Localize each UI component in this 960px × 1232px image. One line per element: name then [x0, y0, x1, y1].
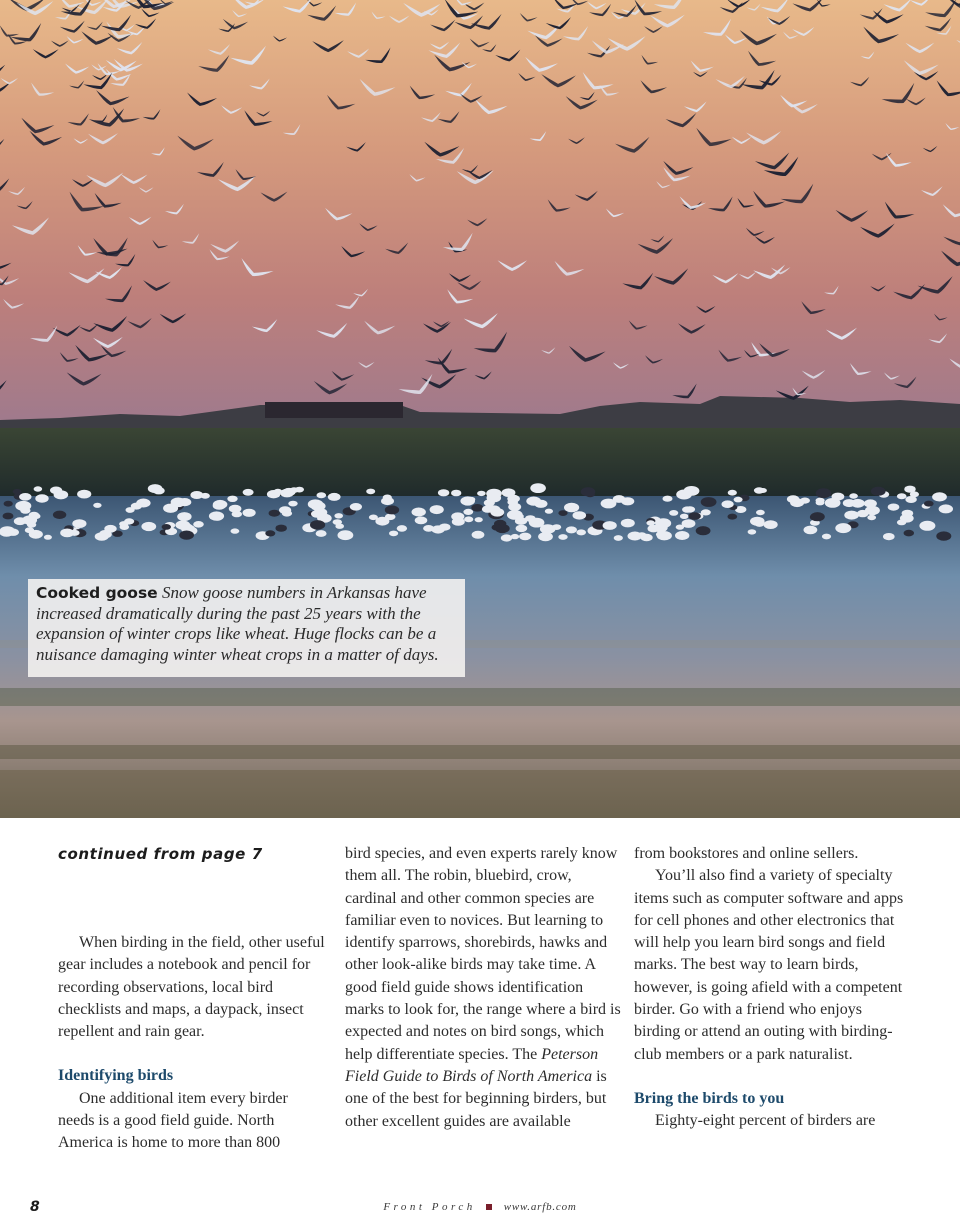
resting-goose — [621, 497, 634, 505]
resting-goose — [4, 501, 13, 507]
resting-goose — [897, 493, 907, 499]
resting-goose — [515, 517, 527, 525]
resting-goose — [472, 531, 485, 539]
resting-goose — [415, 517, 428, 525]
resting-goose — [471, 504, 483, 512]
resting-goose — [701, 509, 711, 515]
article-column-2 — [345, 843, 621, 1133]
resting-goose — [487, 493, 502, 502]
resting-goose — [663, 496, 673, 502]
resting-goose — [646, 520, 655, 525]
resting-goose — [280, 489, 294, 498]
resting-goose — [696, 526, 711, 535]
resting-goose — [463, 509, 473, 515]
resting-goose — [905, 496, 916, 503]
resting-goose — [534, 500, 547, 508]
resting-goose — [430, 505, 444, 514]
website-link[interactable]: www.arfb.com — [503, 1201, 577, 1213]
resting-goose — [231, 528, 240, 533]
resting-goose — [34, 486, 43, 491]
resting-goose — [104, 525, 116, 533]
resting-goose — [311, 510, 323, 518]
resting-goose — [682, 506, 692, 512]
resting-goose — [475, 517, 483, 522]
species-text-b: is one of the best for beginning birders, but other excellent guides are available — [345, 1067, 607, 1130]
resting-goose — [381, 497, 394, 505]
resting-goose — [0, 528, 14, 537]
resting-goose — [432, 525, 445, 533]
caption-heading: Cooked goose — [36, 584, 158, 602]
resting-goose — [722, 500, 734, 508]
continued-from-label: continued from page 7 — [58, 845, 263, 863]
resting-goose — [316, 530, 327, 537]
resting-goose — [177, 512, 191, 521]
resting-goose — [688, 512, 700, 520]
resting-goose — [835, 523, 851, 533]
resting-goose — [492, 524, 502, 530]
resting-goose — [558, 534, 567, 540]
resting-goose — [243, 489, 254, 496]
resting-goose — [675, 531, 689, 540]
resting-goose — [72, 519, 86, 528]
resting-goose — [530, 483, 546, 493]
resting-goose — [311, 502, 326, 511]
field-guide-title: Peterson Field Guide to Birds of North America — [345, 1045, 599, 1085]
resting-goose — [274, 489, 282, 494]
resting-goose — [385, 505, 399, 514]
resting-goose — [653, 523, 668, 532]
resting-goose — [243, 509, 256, 517]
resting-goose — [385, 514, 396, 521]
resting-goose — [919, 521, 935, 531]
farm-building — [265, 402, 403, 418]
resting-goose — [131, 503, 142, 510]
article-column-3 — [634, 843, 910, 1133]
resting-goose — [20, 507, 30, 513]
footer-credit — [0, 1201, 960, 1213]
sky — [0, 0, 960, 425]
resting-goose — [897, 520, 906, 526]
photo-caption — [28, 579, 465, 677]
resting-goose — [162, 524, 171, 530]
resting-goose — [19, 493, 31, 501]
paragraph-birders: Eighty-eight percent of birders are — [655, 1112, 876, 1130]
resting-goose — [676, 525, 684, 530]
resting-goose — [397, 525, 407, 532]
resting-goose — [516, 525, 528, 532]
resting-goose — [412, 508, 426, 517]
footer-square-icon — [486, 1204, 492, 1210]
page-number: 8 — [30, 1199, 40, 1215]
species-text-a: bird species, and even experts rarely know them all. The robin, bluebird, crow, cardinal and other common species are familiar even to novices. But learning to identify sparrows, shorebirds, hawks and other look-alike birds may take time. A good field guide shows identification marks to look for, the range where a bird is expected and notes on bird songs, which help differentiate species. The — [345, 845, 621, 1063]
resting-goose — [163, 504, 178, 513]
resting-goose — [350, 503, 362, 511]
resting-goose — [904, 530, 914, 537]
resting-goose — [748, 529, 757, 534]
resting-goose — [759, 488, 767, 493]
subhead-identifying-birds: Identifying birds — [58, 1067, 174, 1085]
resting-goose — [566, 526, 577, 533]
resting-goose — [209, 511, 224, 520]
resting-goose — [179, 531, 194, 540]
resting-goose — [93, 503, 101, 508]
resting-goose — [317, 492, 327, 498]
resting-goose — [175, 520, 190, 529]
resting-goose — [54, 490, 69, 499]
resting-goose — [25, 527, 34, 533]
resting-goose — [141, 522, 156, 531]
resting-goose — [328, 493, 341, 501]
resting-goose — [3, 513, 14, 520]
resting-goose — [804, 526, 818, 535]
resting-goose — [310, 520, 325, 530]
resting-goose — [865, 506, 880, 515]
resting-goose — [734, 497, 743, 503]
resting-goose — [822, 534, 831, 540]
resting-goose — [844, 511, 859, 520]
resting-goose — [932, 492, 947, 501]
resting-goose — [77, 490, 91, 499]
resting-goose — [816, 500, 825, 505]
paragraph-specialty-items: You’ll also find a variety of specialty items such as computer software and apps for cell phones and other electronics that will help you learn bird songs and field marks. The best way to learn birds, however, is going afield with a competent birder. Go with a friend who enjoys birding or attend an outing with birding-club members or a park naturalist. — [634, 867, 904, 1063]
resting-goose — [334, 513, 343, 518]
resting-goose — [201, 493, 210, 499]
resting-goose — [867, 515, 876, 520]
resting-goose — [924, 501, 934, 507]
resting-goose — [269, 510, 280, 517]
resting-goose — [883, 533, 895, 540]
resting-goose — [728, 490, 737, 496]
resting-goose — [904, 486, 915, 493]
resting-goose — [120, 524, 130, 530]
resting-goose — [581, 487, 596, 496]
resting-goose — [229, 505, 242, 513]
resting-goose — [282, 510, 292, 516]
paragraph-field-guide: One additional item every birder needs is a good field guide. North America is home to more than 800 — [58, 1089, 288, 1152]
resting-goose — [764, 520, 778, 529]
paragraph-species — [345, 843, 621, 1133]
publication-name: Front Porch — [383, 1201, 476, 1213]
resting-goose — [464, 516, 473, 522]
resting-goose — [756, 510, 765, 515]
resting-goose — [276, 525, 287, 532]
resting-goose — [338, 530, 354, 540]
resting-goose — [519, 533, 531, 541]
resting-goose — [750, 517, 765, 526]
resting-goose — [657, 531, 672, 540]
resting-goose — [888, 504, 900, 511]
resting-goose — [227, 496, 237, 502]
resting-goose — [701, 497, 717, 507]
resting-goose — [477, 491, 486, 496]
resting-goose — [669, 510, 678, 516]
resting-goose — [849, 493, 858, 498]
resting-goose — [124, 518, 134, 524]
resting-goose — [787, 495, 799, 503]
resting-goose — [501, 534, 512, 541]
resting-goose — [193, 521, 204, 528]
resting-goose — [810, 512, 825, 521]
resting-goose — [27, 522, 36, 528]
resting-goose — [573, 511, 587, 519]
resting-goose — [460, 496, 475, 505]
article-column-1 — [58, 843, 328, 1155]
subhead-bring-birds: Bring the birds to you — [634, 1089, 785, 1107]
resting-goose — [490, 508, 504, 517]
resting-goose — [825, 498, 841, 508]
resting-goose — [148, 484, 163, 493]
paragraph-sellers: from bookstores and online sellers. — [634, 845, 859, 862]
resting-goose — [728, 514, 738, 520]
resting-goose — [451, 490, 461, 497]
resting-goose — [566, 505, 576, 512]
field-bank — [0, 428, 960, 498]
resting-goose — [676, 490, 692, 500]
resting-goose — [389, 531, 398, 537]
resting-goose — [14, 517, 26, 525]
resting-goose — [621, 519, 635, 528]
resting-goose — [366, 489, 375, 495]
resting-goose — [545, 509, 553, 514]
resting-goose — [816, 488, 832, 498]
resting-goose — [529, 518, 545, 528]
paragraph-field-gear: When birding in the field, other useful gear includes a notebook and pencil for recording observations, local bird checklists and maps, a daypack, insect repellent and rain gear. — [58, 934, 325, 1041]
resting-goose — [936, 531, 951, 540]
resting-goose — [641, 534, 653, 542]
resting-goose — [576, 529, 586, 535]
resting-goose — [335, 524, 344, 529]
caption-body: Snow goose numbers in Arkansas have increased dramatically during the past 25 years with the expansion of winter crops like wheat. Huge flocks can be a nuisance damaging winter wheat crops in a matter of days. — [36, 583, 439, 664]
resting-goose — [451, 512, 464, 520]
resting-goose — [288, 501, 297, 507]
resting-goose — [53, 511, 66, 519]
resting-goose — [508, 503, 521, 511]
resting-goose — [614, 535, 623, 541]
resting-goose — [438, 489, 449, 496]
resting-goose — [44, 535, 52, 540]
resting-goose — [601, 499, 617, 509]
resting-goose — [265, 530, 275, 536]
resting-goose — [851, 499, 865, 508]
resting-goose — [178, 498, 191, 506]
resting-goose — [558, 510, 567, 516]
resting-goose — [680, 514, 689, 519]
resting-goose — [507, 495, 520, 503]
resting-goose — [603, 521, 617, 530]
resting-goose — [871, 487, 886, 496]
resting-goose — [70, 530, 80, 536]
resting-goose — [35, 494, 48, 502]
resting-goose — [213, 500, 228, 509]
resting-goose — [939, 504, 953, 513]
